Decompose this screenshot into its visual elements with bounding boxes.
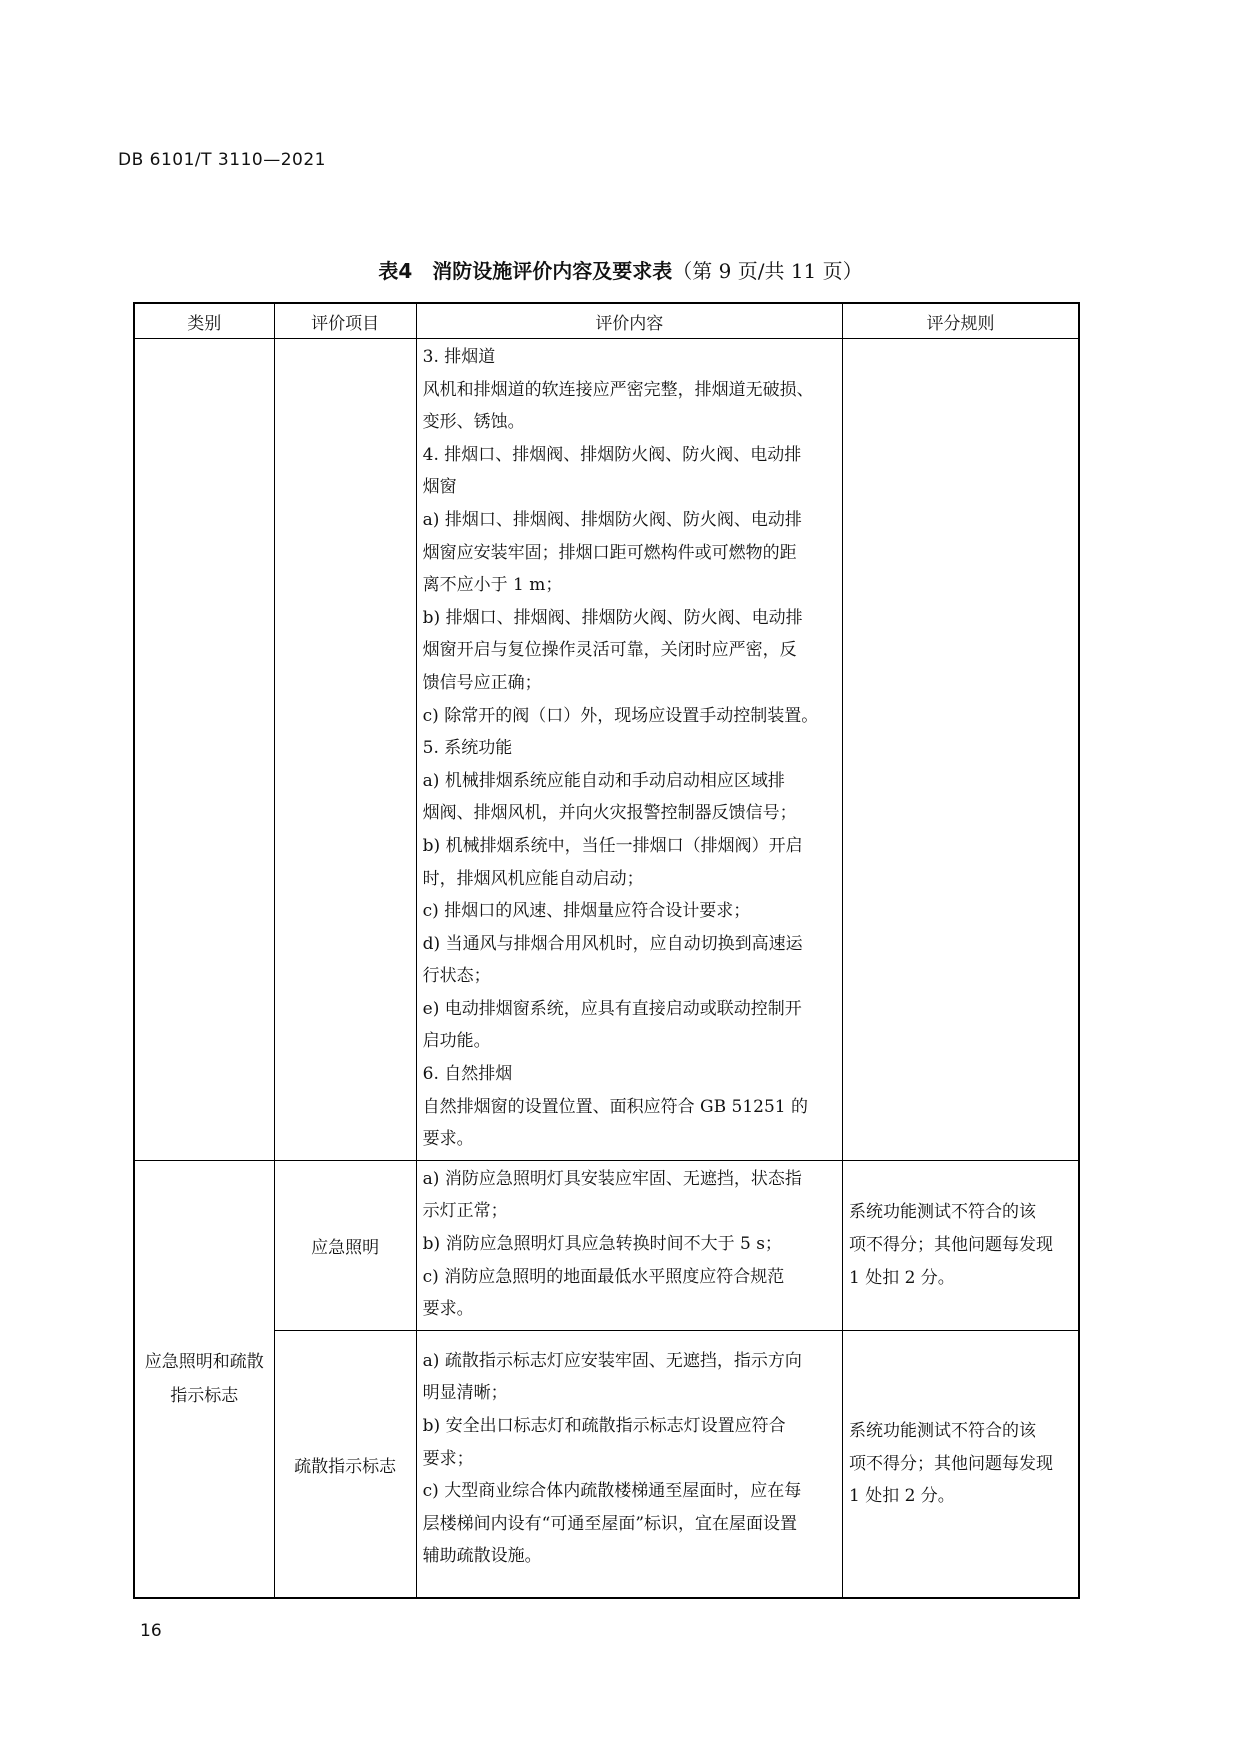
content-line: 要求。 bbox=[422, 1129, 474, 1150]
content-line: b) 机械排烟系统中，当任一排烟口（排烟阀）开启 bbox=[422, 835, 803, 856]
content-line: c) 消防应急照明的地面最低水平照度应符合规范 bbox=[422, 1266, 785, 1287]
evaluation-table bbox=[133, 302, 1080, 1599]
header-rule: 评分规则 bbox=[842, 303, 1079, 339]
content-line: 明显清晰； bbox=[422, 1383, 508, 1404]
category-line: 指示标志 bbox=[170, 1386, 239, 1407]
content-line: 要求。 bbox=[422, 1299, 474, 1320]
header-item: 评价项目 bbox=[274, 303, 416, 339]
page-number: 16 bbox=[140, 1621, 162, 1641]
rule-line: 1 处扣 2 分。 bbox=[848, 1267, 955, 1288]
content-line: 烟窗 bbox=[422, 477, 457, 498]
content-cell bbox=[416, 1330, 842, 1598]
rule-line: 系统功能测试不符合的该 bbox=[848, 1202, 1036, 1223]
content-line: 要求； bbox=[422, 1448, 474, 1469]
content-line: 离不应小于 1 m； bbox=[422, 575, 563, 596]
content-line: 馈信号应正确； bbox=[422, 672, 542, 693]
table-title-main: 表4 消防设施评价内容及要求表 bbox=[378, 259, 673, 283]
item-cell bbox=[274, 339, 416, 1161]
table-row bbox=[134, 339, 1079, 1161]
content-line: 风机和排烟道的软连接应严密完整，排烟道无破损、 bbox=[422, 379, 814, 400]
rule-cell bbox=[842, 339, 1079, 1161]
content-line: 烟窗应安装牢固；排烟口距可燃构件或可燃物的距 bbox=[422, 542, 797, 563]
content-line: c) 排烟口的风速、排烟量应符合设计要求； bbox=[422, 901, 751, 922]
category-cell bbox=[134, 1160, 274, 1598]
table-header-row bbox=[134, 303, 1079, 339]
content-line: b) 消防应急照明灯具应急转换时间不大于 5 s； bbox=[422, 1234, 782, 1255]
content-line: d) 当通风与排烟合用风机时，应自动切换到高速运 bbox=[422, 933, 803, 954]
content-line: 辅助疏散设施。 bbox=[422, 1546, 542, 1567]
rule-line: 项不得分；其他问题每发现 bbox=[848, 1453, 1053, 1474]
content-line: b) 安全出口标志灯和疏散指示标志灯设置应符合 bbox=[422, 1416, 786, 1436]
content-line: a) 机械排烟系统应能自动和手动启动相应区域排 bbox=[422, 770, 785, 791]
header-category: 类别 bbox=[134, 303, 274, 339]
content-line: 4. 排烟口、排烟阀、排烟防火阀、防火阀、电动排 bbox=[422, 444, 802, 465]
table-row bbox=[134, 1160, 1079, 1330]
content-line: e) 电动排烟窗系统，应具有直接启动或联动控制开 bbox=[422, 998, 802, 1019]
header-content: 评价内容 bbox=[416, 303, 842, 339]
content-line: c) 大型商业综合体内疏散楼梯通至屋面时，应在每 bbox=[422, 1481, 802, 1502]
content-line: 启功能。 bbox=[422, 1031, 491, 1052]
rule-cell bbox=[842, 1330, 1079, 1598]
content-line: 行状态； bbox=[422, 966, 491, 987]
content-line: a) 消防应急照明灯具安装应牢固、无遮挡，状态指 bbox=[422, 1168, 802, 1189]
document-code: DB 6101/T 3110—2021 bbox=[118, 150, 326, 170]
content-cell bbox=[416, 1160, 842, 1330]
rule-line: 系统功能测试不符合的该 bbox=[848, 1421, 1036, 1442]
rule-cell bbox=[842, 1160, 1079, 1330]
item-cell: 疏散指示标志 bbox=[274, 1330, 416, 1598]
rule-line: 1 处扣 2 分。 bbox=[848, 1486, 955, 1507]
content-line: 自然排烟窗的设置位置、面积应符合 GB 51251 的 bbox=[422, 1096, 809, 1117]
table-title-page-range: （第 9 页/共 11 页） bbox=[672, 259, 863, 283]
content-line: 时，排烟风机应能自动启动； bbox=[422, 868, 644, 889]
content-line: 层楼梯间内设有“可通至屋面”标识，宜在屋面设置 bbox=[422, 1513, 798, 1534]
content-line: 5. 系统功能 bbox=[422, 738, 513, 759]
category-line: 应急照明和疏散 bbox=[144, 1352, 264, 1373]
content-line: 6. 自然排烟 bbox=[422, 1064, 513, 1085]
table-row bbox=[134, 1330, 1079, 1598]
content-line: 3. 排烟道 bbox=[422, 347, 496, 367]
content-line: 烟窗开启与复位操作灵活可靠，关闭时应严密，反 bbox=[422, 640, 797, 661]
content-line: 变形、锈蚀。 bbox=[422, 412, 525, 433]
category-cell bbox=[134, 339, 274, 1161]
table-title bbox=[0, 255, 1241, 284]
item-cell: 应急照明 bbox=[274, 1160, 416, 1330]
content-line: 烟阀、排烟风机，并向火灾报警控制器反馈信号； bbox=[422, 803, 797, 824]
content-line: a) 疏散指示标志灯应安装牢固、无遮挡，指示方向 bbox=[422, 1350, 802, 1371]
content-line: a) 排烟口、排烟阀、排烟防火阀、防火阀、电动排 bbox=[422, 509, 802, 530]
content-cell bbox=[416, 339, 842, 1161]
content-line: c) 除常开的阀（口）外，现场应设置手动控制装置。 bbox=[422, 705, 819, 726]
content-line: 示灯正常； bbox=[422, 1201, 508, 1222]
content-line: b) 排烟口、排烟阀、排烟防火阀、防火阀、电动排 bbox=[422, 607, 803, 628]
rule-line: 项不得分；其他问题每发现 bbox=[848, 1235, 1053, 1256]
